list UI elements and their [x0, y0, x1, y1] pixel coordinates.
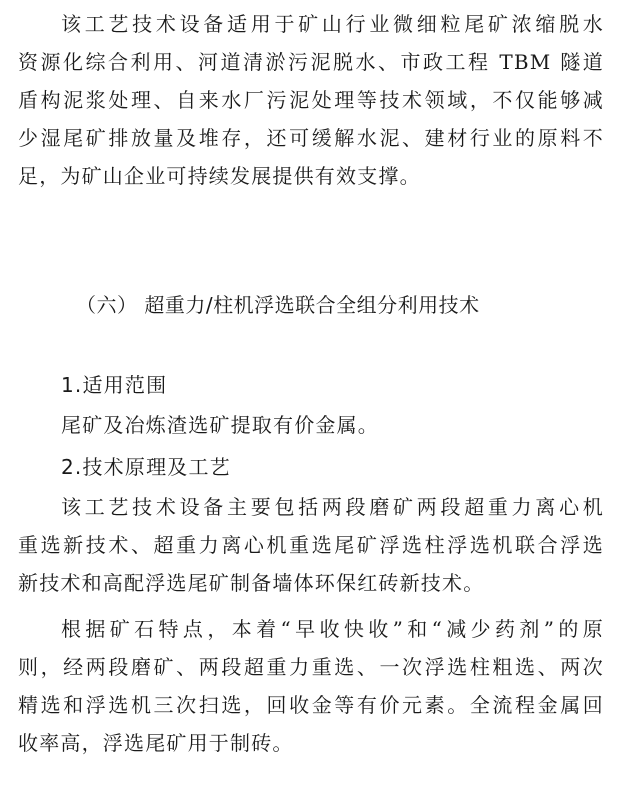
text-line: 精选和浮选机三次扫选，回收金等有价元素。全流程金属回	[18, 693, 604, 717]
scope-text: 尾矿及冶炼渣选矿提取有价金属。	[61, 413, 379, 437]
subsection-title-scope: 1.适用范围	[61, 373, 168, 397]
text-line: 资源化综合利用、河道清淤污泥脱水、市政工程 TBM 隧道	[18, 50, 604, 74]
subsection-title-principle: 2.技术原理及工艺	[61, 455, 231, 479]
text-line: 则，经两段磨矿、两段超重力重选、一次浮选柱粗选、两次	[18, 655, 604, 679]
text-line: 足，为矿山企业可持续发展提供有效支撑。	[18, 164, 421, 188]
text-line: 根据矿石特点，本着“早收快收”和“减少药剂”的原	[61, 617, 604, 641]
section-heading: （六） 超重力/柱机浮选联合全组分利用技术	[76, 293, 480, 317]
text-line: 重选新技术、超重力离心机重选尾矿浮选柱浮选机联合浮选	[18, 533, 604, 557]
text-line: 盾构泥浆处理、自来水厂污泥处理等技术领域，不仅能够减	[18, 88, 604, 112]
text-line: 该工艺技术设备适用于矿山行业微细粒尾矿浓缩脱水	[61, 12, 604, 36]
text-line: 新技术和高配浮选尾矿制备墙体环保红砖新技术。	[18, 571, 485, 595]
text-line: 该工艺技术设备主要包括两段磨矿两段超重力离心机	[61, 495, 604, 519]
text-line: 少湿尾矿排放量及堆存，还可缓解水泥、建材行业的原料不	[18, 126, 604, 150]
text-line: 收率高，浮选尾矿用于制砖。	[18, 731, 294, 755]
